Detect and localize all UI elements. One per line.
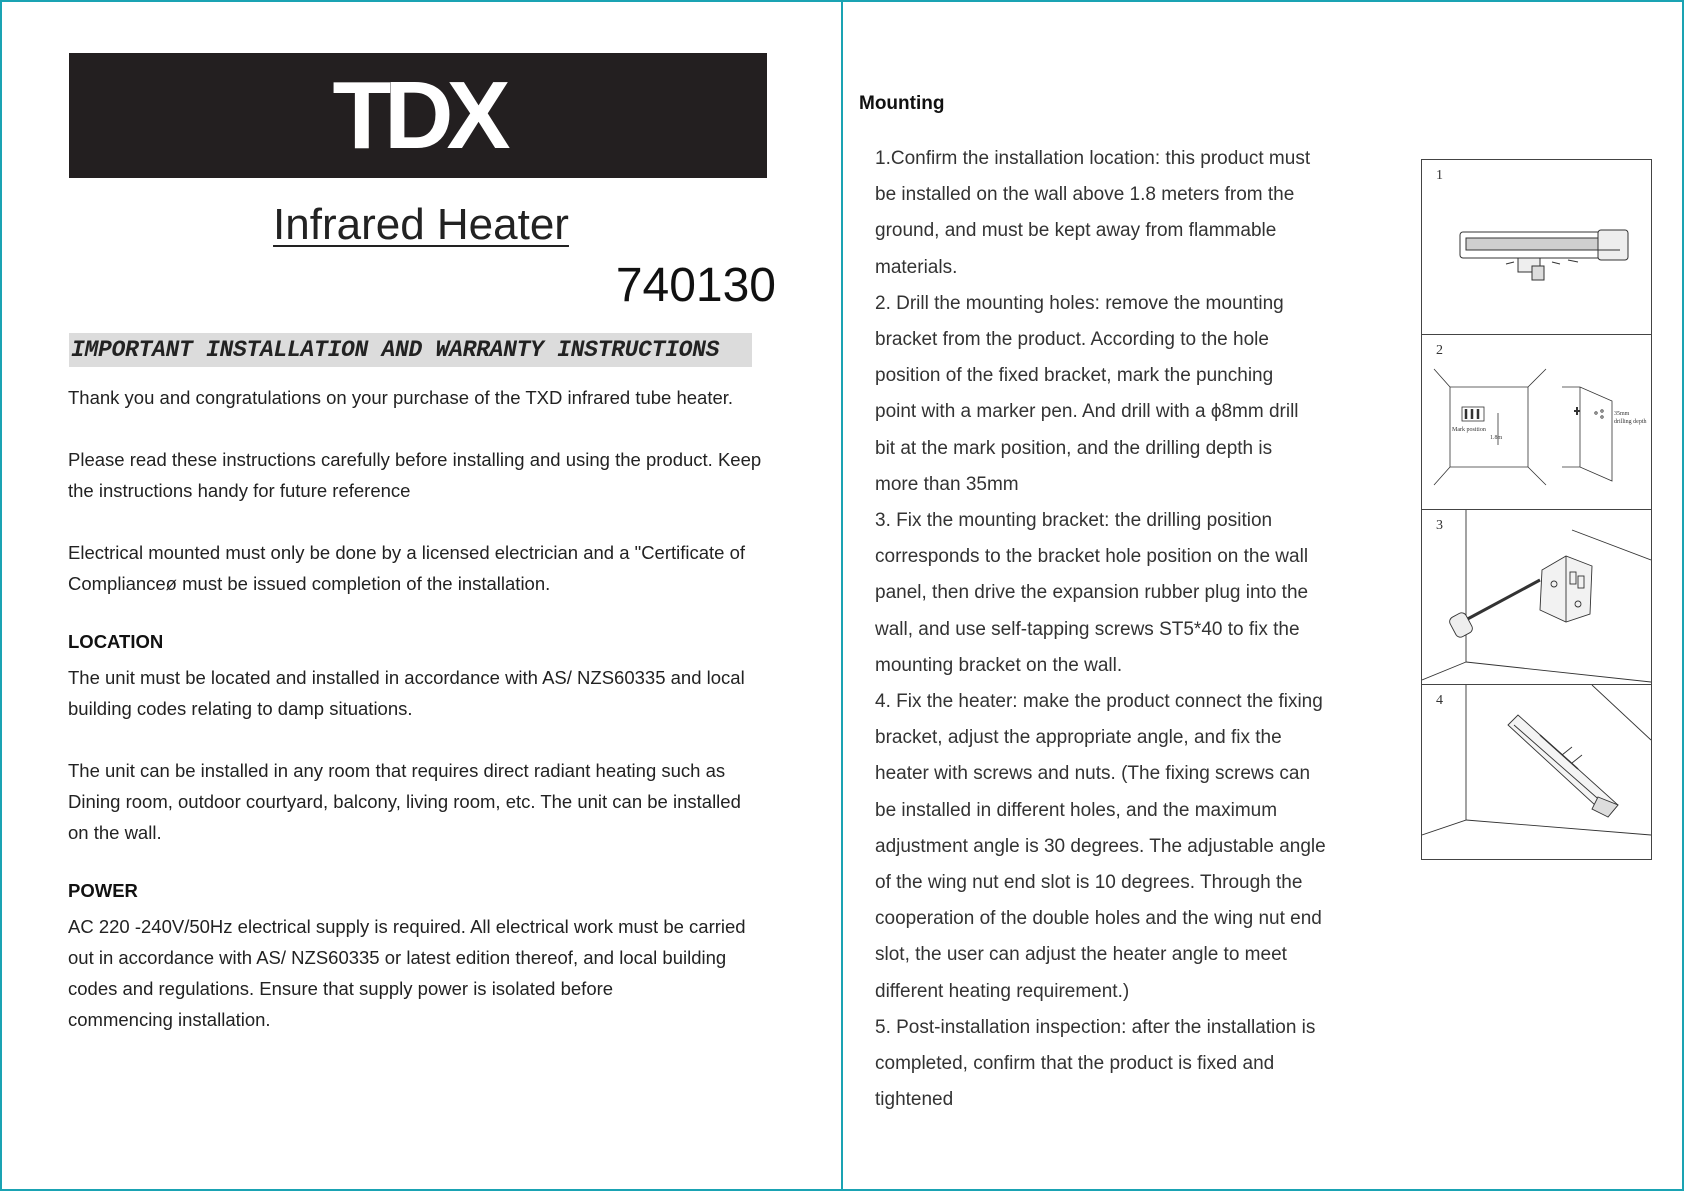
figure-4-number: 4 <box>1436 693 1443 708</box>
step-line: panel, then drive the expansion rubber plug into the <box>875 582 1309 604</box>
depth-label-2: drilling depth <box>1614 419 1647 425</box>
step-line: mounting bracket on the wall. <box>875 654 1123 676</box>
step-line: different heating requirement.) <box>875 980 1130 1002</box>
power-line-2: out in accordance with AS/ NZS60335 or latest edition thereof, and local building <box>68 947 727 968</box>
location-line-3: The unit can be installed in any room that requires direct radiant heating such as <box>68 760 726 781</box>
figure-3 <box>1422 510 1651 685</box>
heater-angle-illustration <box>1422 685 1651 860</box>
step-line: corresponds to the bracket hole position on the wall <box>875 546 1309 568</box>
brand-logo: TDX <box>332 61 504 169</box>
location-line-2: building codes relating to damp situations. <box>68 698 413 719</box>
step-line: ground, and must be kept away from flammable <box>875 220 1277 242</box>
mounting-steps <box>875 141 1395 1118</box>
model-number: 740130 <box>615 259 776 312</box>
step-line: bracket from the product. According to the hole <box>875 329 1269 351</box>
step-line: 4. Fix the heater: make the product connect the fixing <box>875 691 1323 713</box>
step-line: bit at the mark position, and the drilling depth is <box>875 437 1273 459</box>
height-label: 1.8m <box>1490 435 1503 441</box>
location-line-5: on the wall. <box>68 822 162 843</box>
intro-thanks: Thank you and congratulations on your purchase of the TXD infrared tube heater. <box>68 387 734 408</box>
step-line: 1.Confirm the installation location: this product must <box>875 148 1311 169</box>
depth-label-1: 35mm <box>1614 411 1630 417</box>
step-line: heater with screws and nuts. (The fixing screws can <box>875 763 1311 785</box>
mark-position-label: Mark position <box>1452 427 1486 433</box>
step-line: bracket, adjust the appropriate angle, and fix the <box>875 727 1282 749</box>
step-line: materials. <box>875 256 958 278</box>
figure-2 <box>1422 335 1651 510</box>
intro-read-line-2: the instructions handy for future reference <box>68 480 411 501</box>
figure-3-number: 3 <box>1436 518 1443 533</box>
step-line: more than 35mm <box>875 473 1019 495</box>
power-line-3: codes and regulations. Ensure that supply power is isolated before <box>68 978 614 999</box>
intro-electrical-line-2: Complianceø must be issued completion of the installation. <box>68 573 551 594</box>
power-line-4: commencing installation. <box>68 1009 271 1030</box>
drilling-illustration <box>1422 335 1651 510</box>
intro-read-line-1: Please read these instructions carefully before installing and using the product. Keep <box>68 449 762 470</box>
step-line: cooperation of the double holes and the wing nut end <box>875 908 1322 930</box>
step-line: point with a marker pen. And drill with a ϕ8mm drill <box>875 401 1299 423</box>
location-line-4: Dining room, outdoor courtyard, balcony, living room, etc. The unit can be installed <box>68 791 741 812</box>
step-line: wall, and use self-tapping screws ST5*40 to fix the <box>875 618 1300 640</box>
figure-column <box>1421 159 1652 860</box>
page-divider <box>841 0 843 1191</box>
step-line: adjustment angle is 30 degrees. The adjustable angle <box>875 835 1326 857</box>
step-line: be installed in different holes, and the maximum <box>875 799 1278 821</box>
figure-1 <box>1422 160 1651 335</box>
step-line: tightened <box>875 1089 954 1111</box>
step-line: completed, confirm that the product is fixed and <box>875 1053 1275 1075</box>
power-heading: POWER <box>68 880 138 901</box>
product-title: Infrared Heater <box>273 200 569 249</box>
location-line-1: The unit must be located and installed in accordance with AS/ NZS60335 and local <box>68 667 745 688</box>
step-line: 2. Drill the mounting holes: remove the mounting <box>875 292 1284 314</box>
step-line: slot, the user can adjust the heater angle to meet <box>875 944 1287 966</box>
step-line: position of the fixed bracket, mark the punching <box>875 365 1274 387</box>
figure-1-number: 1 <box>1436 168 1443 183</box>
mounting-heading: Mounting <box>859 93 945 114</box>
step-line: 3. Fix the mounting bracket: the drilling position <box>875 510 1273 532</box>
intro-electrical-line-1: Electrical mounted must only be done by a licensed electrician and a "Certificate of <box>68 542 746 563</box>
step-line: 5. Post-installation inspection: after the installation is <box>875 1016 1316 1038</box>
figure-2-number: 2 <box>1436 343 1443 358</box>
heater-illustration <box>1422 160 1651 335</box>
brand-banner <box>69 53 767 178</box>
important-heading: IMPORTANT INSTALLATION AND WARRANTY INSTRUCTIONS <box>69 333 752 367</box>
location-heading: LOCATION <box>68 631 164 652</box>
power-line-1: AC 220 -240V/50Hz electrical supply is required. All electrical work must be carried <box>68 916 746 937</box>
bracket-illustration <box>1422 510 1651 685</box>
figure-4 <box>1422 685 1651 860</box>
step-line: of the wing nut end slot is 10 degrees. Through the <box>875 872 1303 894</box>
step-line: be installed on the wall above 1.8 meters from the <box>875 184 1295 206</box>
